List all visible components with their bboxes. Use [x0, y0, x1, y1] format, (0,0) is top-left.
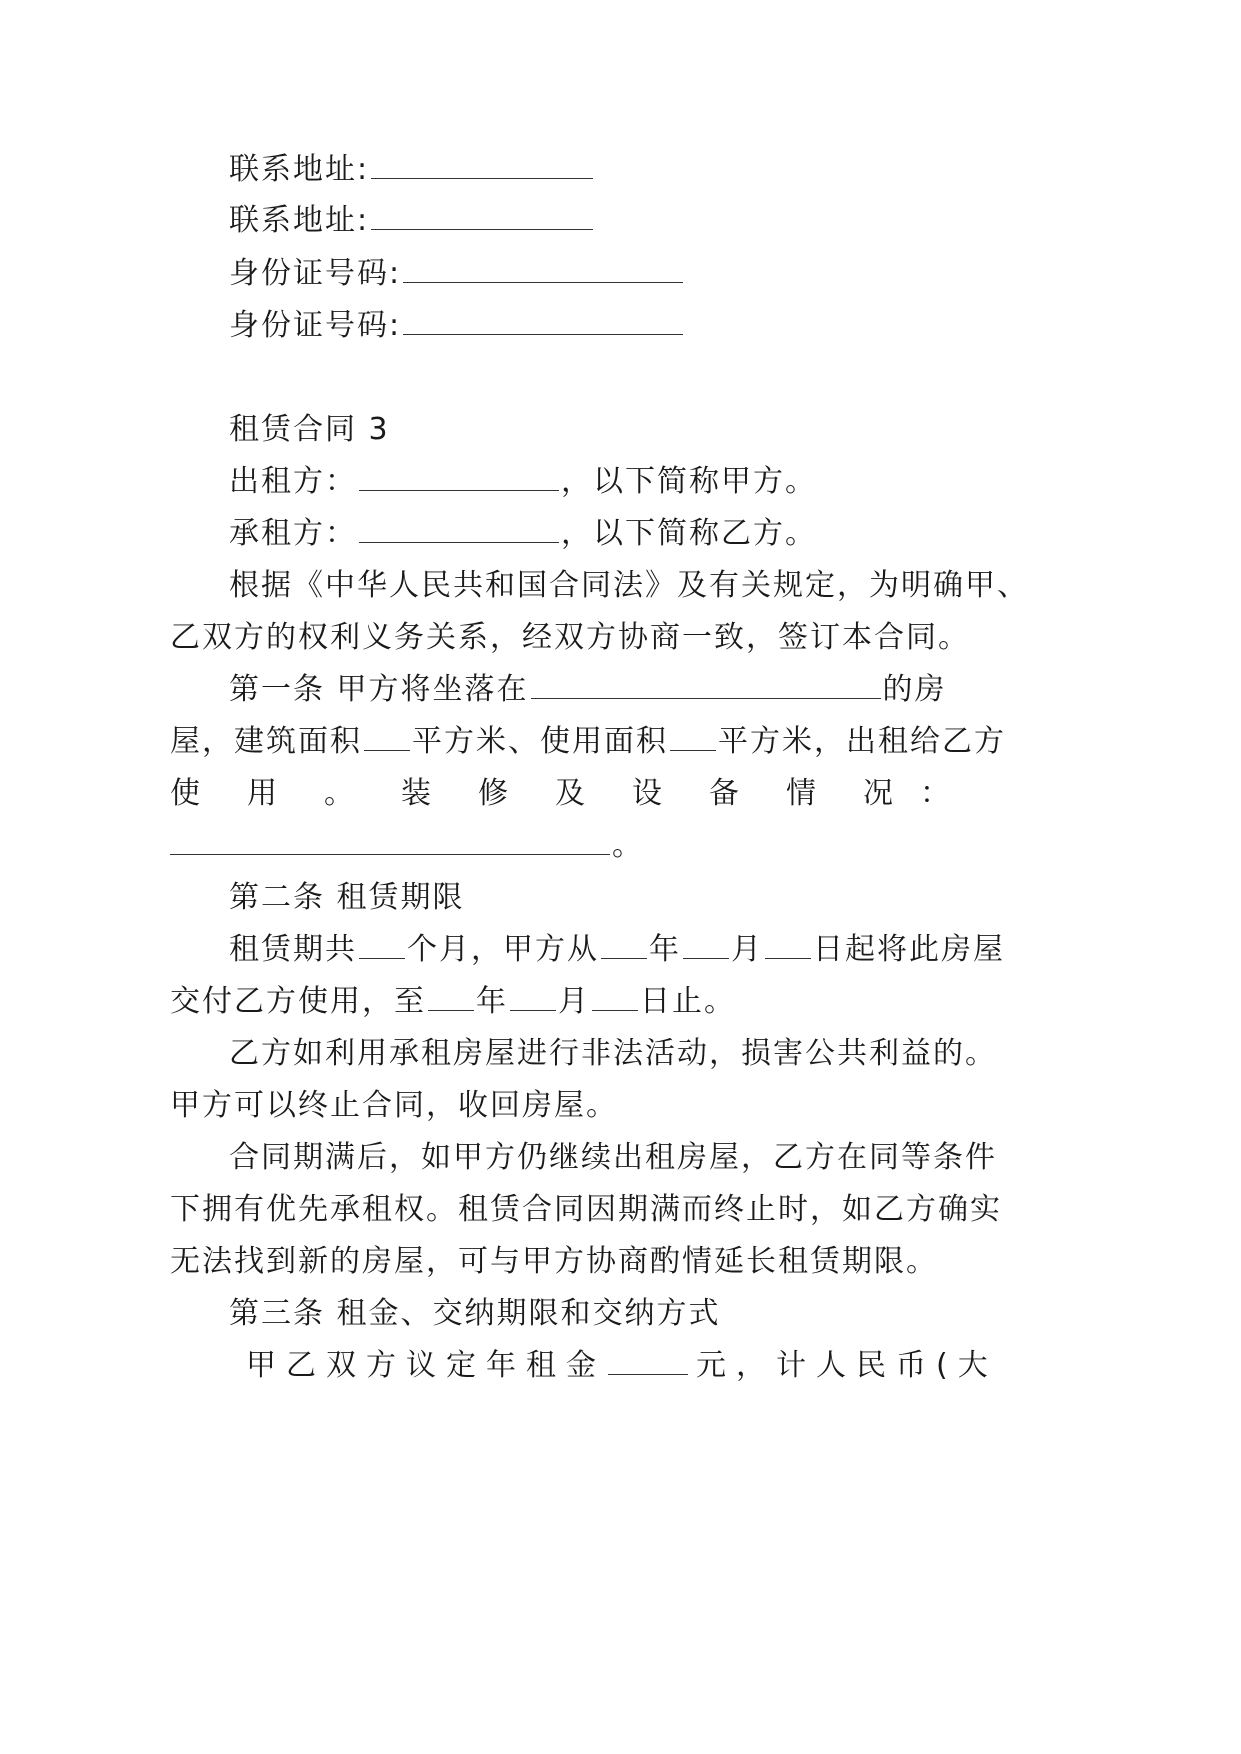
article-3-title: 第三条 租金、交纳期限和交纳方式 — [229, 1296, 721, 1331]
address-label: 联系地址: — [229, 152, 370, 187]
article-2-p4-line-3: 无法找到新的房屋，可与甲方协商酌情延长租赁期限。 — [170, 1244, 938, 1279]
address-blank[interactable] — [371, 201, 593, 230]
building-area-blank[interactable] — [364, 722, 410, 751]
address-label: 联系地址: — [229, 203, 370, 238]
spread-char: 。 — [324, 776, 354, 811]
annual-rent-blank[interactable] — [608, 1346, 688, 1375]
lessor-suffix: ，以下简称甲方。 — [561, 464, 817, 499]
annual-rent-label: 甲乙双方议定年租金 — [246, 1348, 606, 1383]
months-blank[interactable] — [359, 930, 405, 959]
end-month-blank[interactable] — [510, 982, 556, 1011]
day-from-label: 日起将此房屋 — [813, 932, 1005, 967]
contact-address-line-1 — [229, 150, 595, 190]
article-2-p3-line-2: 甲方可以终止合同，收回房屋。 — [170, 1088, 618, 1123]
article-2-p4-line-2: 下拥有优先承租权。租赁合同因期满而终止时，如乙方确实 — [170, 1192, 1002, 1227]
article-1-line-3 — [170, 774, 950, 814]
id-blank[interactable] — [403, 306, 683, 335]
article-1-line-2 — [170, 722, 1006, 762]
contact-id-line-1 — [229, 254, 685, 294]
decoration-blank[interactable] — [170, 826, 610, 855]
contact-id-line-2 — [229, 306, 685, 346]
article-2-p2 — [170, 982, 736, 1022]
intro-line-1: 根据《中华人民共和国合同法》及有关规定，为明确甲、 — [229, 568, 1029, 603]
id-label: 身份证号码: — [229, 308, 402, 343]
article-2-title: 第二条 租赁期限 — [229, 880, 465, 915]
address-blank[interactable] — [371, 150, 593, 179]
end-year-blank[interactable] — [428, 982, 474, 1011]
spread-char: 用 — [247, 776, 277, 811]
start-year-blank[interactable] — [601, 930, 647, 959]
month-label: 月 — [731, 932, 763, 967]
period-mark: 。 — [612, 828, 644, 863]
deliver-label: 交付乙方使用，至 — [170, 984, 426, 1019]
id-blank[interactable] — [403, 254, 683, 283]
lessee-blank[interactable] — [359, 514, 559, 543]
month-label: 月 — [558, 984, 590, 1019]
end-day-blank[interactable] — [592, 982, 638, 1011]
article-2-p1 — [229, 930, 1005, 970]
year-label: 年 — [649, 932, 681, 967]
year-label: 年 — [476, 984, 508, 1019]
spread-char: 设 — [632, 776, 662, 811]
article-1-line-1 — [229, 670, 947, 710]
article-3-p1 — [246, 1346, 998, 1386]
article-1-prefix: 第一条 甲方将坐落在 — [229, 672, 529, 707]
usable-area-label: 平方米、使用面积 — [412, 724, 668, 759]
building-area-label: 屋，建筑面积 — [170, 724, 362, 759]
lessee-line — [229, 514, 817, 554]
from-label: 个月，甲方从 — [407, 932, 599, 967]
spread-char: 装 — [401, 776, 431, 811]
article-1-line-4 — [170, 826, 644, 866]
start-month-blank[interactable] — [683, 930, 729, 959]
lessor-blank[interactable] — [359, 462, 559, 491]
id-label: 身份证号码: — [229, 256, 402, 291]
lessor-label: 出租方： — [229, 464, 357, 499]
spread-char: 备 — [709, 776, 739, 811]
spread-char: 情 — [786, 776, 816, 811]
spread-char: 修 — [478, 776, 508, 811]
spread-char: 况 — [863, 776, 893, 811]
location-blank[interactable] — [531, 670, 881, 699]
usable-area-blank[interactable] — [670, 722, 716, 751]
day-end-label: 日止。 — [640, 984, 736, 1019]
lessor-line — [229, 462, 817, 502]
lessee-label: 承租方： — [229, 516, 357, 551]
rmb-label: 元，计人民币(大 — [696, 1348, 998, 1383]
spread-char: 使 — [170, 776, 200, 811]
article-1-suffix: 的房 — [882, 672, 947, 707]
intro-line-2: 乙双方的权利义务关系，经双方协商一致，签订本合同。 — [170, 620, 970, 655]
contact-address-line-2 — [229, 201, 595, 241]
spread-char: ： — [920, 776, 950, 811]
rent-to-lessee-text: 平方米，出租给乙方 — [718, 724, 1006, 759]
article-2-p3-line-1: 乙方如利用承租房屋进行非法活动，损害公共利益的。 — [229, 1036, 997, 1071]
start-day-blank[interactable] — [765, 930, 811, 959]
spread-char: 及 — [555, 776, 585, 811]
lessee-suffix: ，以下简称乙方。 — [561, 516, 817, 551]
term-label: 租赁期共 — [229, 932, 357, 967]
contract-title: 租赁合同 3 — [229, 412, 390, 447]
article-2-p4-line-1: 合同期满后，如甲方仍继续出租房屋，乙方在同等条件 — [229, 1140, 997, 1175]
